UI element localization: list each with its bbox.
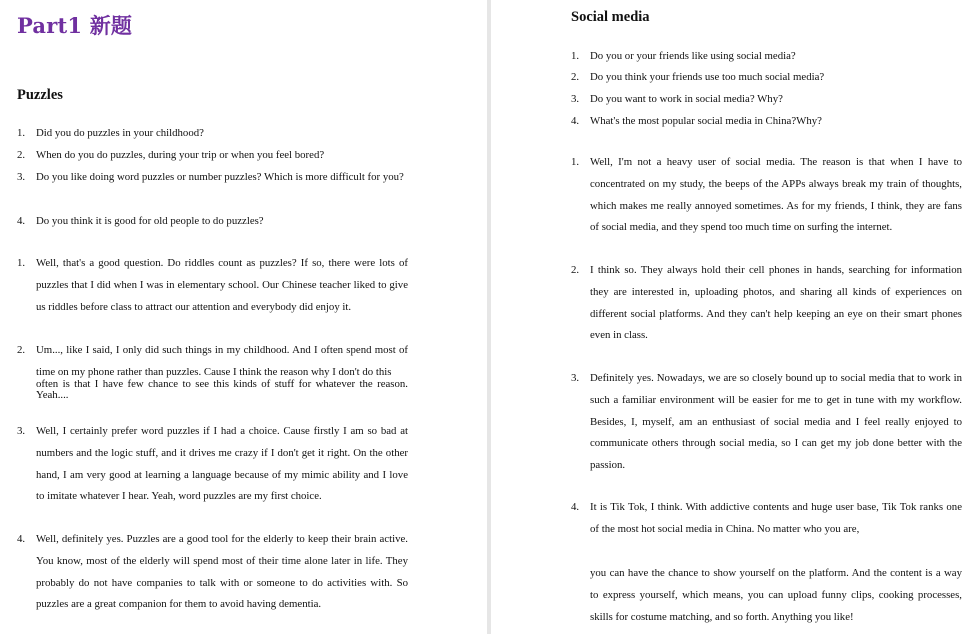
item-number: 3. [17,171,26,183]
question-item [17,166,412,188]
section-heading-social-media: Social media [571,9,650,25]
answer-continuation [590,563,962,628]
answer-text: It is Tik Tok, I think. With addictive contents and huge user base, Tik Tok ranks one of the most hot social media in China. No matter who you are, [590,501,962,535]
answer-item [571,260,962,347]
question-item [571,45,961,67]
answer-text: Well, that's a good question. Do riddles count as puzzles? If so, there were lots of puzzles that I did when I was in elementary school. Our Chinese teacher liked to give us riddles before class to attract our attention and everybody did enjoy it. [36,257,408,313]
answer-text: you can have the chance to show yourself on the platform. And the content is a way to express yourself, which means, you can upload funny clips, cooking processes, skills for costume matching, and so forth. Anything you like! [590,567,962,623]
question-text: Do you or your friends like using social media? [590,50,796,62]
item-number: 2. [571,264,580,276]
item-number: 2. [17,344,26,356]
question-item [17,144,412,166]
item-number: 4. [571,115,580,127]
item-number: 4. [17,215,26,227]
question-item [571,66,961,88]
answer-item [17,529,408,616]
answer-item [571,368,962,477]
question-text: Do you think it is good for old people to do puzzles? [36,215,264,227]
item-number: 3. [571,93,580,105]
item-number: 2. [571,71,580,83]
question-text: When do you do puzzles, during your trip or when you feel bored? [36,149,325,161]
item-number: 3. [17,425,26,437]
item-number: 3. [571,372,580,384]
item-number: 1. [17,127,26,139]
answer-text: Well, definitely yes. Puzzles are a good tool for the elderly to keep their brain active. You know, most of the elderly will spend most of their time alone later in life. They probably do not have companies to talk with or someone to do activities with. So puzzles are a great companion for them to avoid having dementia. [36,533,408,611]
answer-item [17,421,408,508]
item-number: 2. [17,149,26,161]
question-item [571,110,961,132]
answer-text: Um..., like I said, I only did such things in my childhood. And I often spend most of time on my phone rather than puzzles. Cause I think the reason why I don't do this [36,344,408,378]
answer-text: Well, I'm not a heavy user of social media. The reason is that when I have to concentrated on my study, the beeps of the APPs always break my train of thoughts, which makes me really annoyed sometimes. As for my friends, I think, they are fans of social media, and they spend too much time on surfing the internet. [590,156,962,234]
question-text: Did you do puzzles in your childhood? [36,127,204,139]
item-number: 1. [571,50,580,62]
answer-text: Well, I certainly prefer word puzzles if I had a choice. Cause firstly I am so bad at numbers and the logic stuff, and it drives me crazy if I don't get it right. On the other hand, I am very good at learning a language because of my mimic ability and I love to imitate whatever I hear. Yeah, word puzzles are my first choice. [36,425,408,503]
answer-continuation [36,379,408,401]
answer-item [571,152,962,239]
item-number: 1. [571,156,580,168]
question-text: What's the most popular social media in China?Why? [590,115,822,127]
question-item [17,122,412,144]
left-page [0,0,487,634]
page-title: Part1 新题 [17,13,133,38]
question-text: Do you think your friends use too much social media? [590,71,825,83]
question-text: Do you like doing word puzzles or number puzzles? Which is more difficult for you? [36,171,404,183]
answer-item [17,253,408,318]
item-number: 1. [17,257,26,269]
answer-text: I think so. They always hold their cell phones in hands, searching for information they are interested in, uploading photos, and sharing all kinds of experiences on different social platforms. And they can't help keeping an eye on their smart phones even in class. [590,264,962,342]
answer-text: often is that I have few chance to see this kinds of stuff for whatever the reason. Yeah.... [36,378,408,401]
right-page [491,0,979,634]
question-item [17,210,412,232]
answer-text: Definitely yes. Nowadays, we are so closely bound up to social media that to work in such a familiar environment will be easier for me to get in tune with my workflow. Besides, I, myself, am an enthusiast of social media and I feel really enjoyed to communicate others through social media, so I can get my job done better with the passion. [590,372,962,472]
section-heading-puzzles: Puzzles [17,87,63,103]
item-number: 4. [17,533,26,545]
question-item [571,88,961,110]
question-text: Do you want to work in social media? Why? [590,93,783,105]
item-number: 4. [571,501,580,513]
answer-item [571,497,962,541]
